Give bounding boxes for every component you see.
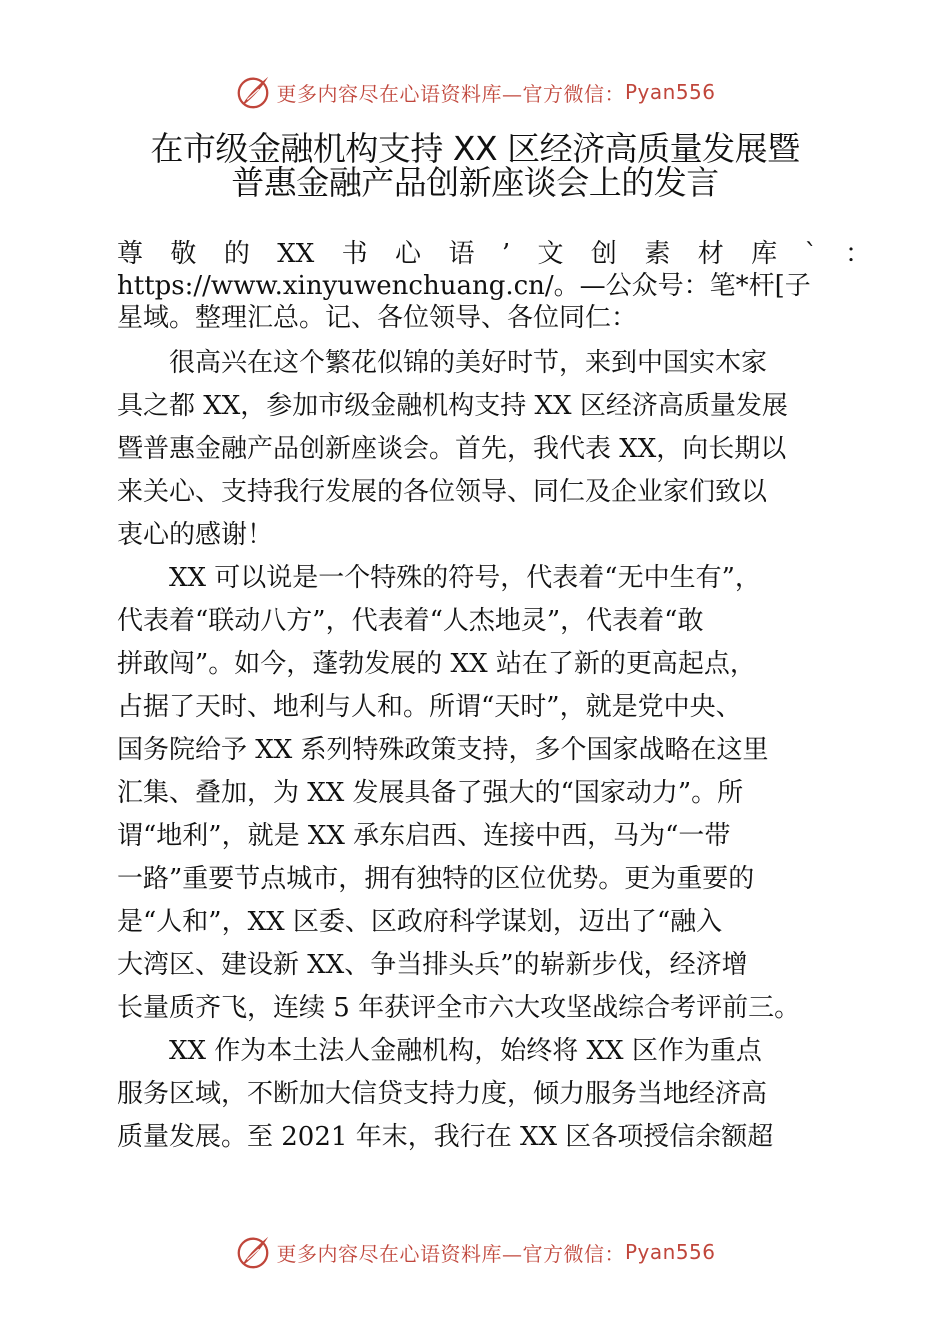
banner-text: 更多内容尽在心语资料库—官方微信： — [276, 81, 625, 106]
sal-char: ’ — [501, 239, 511, 269]
paragraphs — [117, 342, 837, 1159]
paragraph-line: 暨普惠金融产品创新座谈会。首先，我代表 XX，向长期以 — [117, 434, 787, 464]
paragraph-line: 具之都 XX，参加市级金融机构支持 XX 区经济高质量发展 — [117, 391, 788, 421]
sal-char: 尊 — [117, 239, 144, 269]
sal-char: 心 — [395, 239, 422, 269]
paragraph-line: 汇集、叠加，为 XX 发展具备了强大的“国家动力”。所 — [117, 778, 744, 808]
salutation-line-1 — [117, 238, 871, 270]
paragraph-line: XX 可以说是一个特殊的符号，代表着“无中生有”， — [169, 563, 761, 593]
paragraph-line: 拼敢闯”。如今，蓬勃发展的 XX 站在了新的更高起点， — [117, 649, 756, 679]
paragraph-line: 衷心的感谢！ — [117, 520, 274, 550]
paragraph — [117, 342, 837, 557]
banner-wechat-id: Pyan556 — [624, 1240, 716, 1264]
sal-char: 书 — [341, 239, 368, 269]
salutation — [117, 238, 871, 334]
document-body — [117, 238, 871, 1159]
sal-char: XX — [277, 239, 315, 269]
paragraph-line: 很高兴在这个繁花似锦的美好时节，来到中国实木家 — [169, 348, 768, 378]
paragraph-line: 占据了天时、地利与人和。所谓“天时”，就是党中央、 — [117, 692, 742, 722]
paragraph-line: 国务院给予 XX 系列特殊政策支持，多个国家战略在这里 — [117, 735, 769, 765]
banner-text: 更多内容尽在心语资料库—官方微信： — [276, 1241, 625, 1266]
page-title — [0, 129, 950, 202]
sal-char: 语 — [448, 239, 475, 269]
sal-char: 敬 — [170, 239, 197, 269]
header-banner — [0, 72, 950, 112]
sal-char: 文 — [537, 239, 564, 269]
sal-char: 素 — [644, 239, 671, 269]
paragraph-line: 代表着“联动八方”，代表着“人杰地灵”，代表着“敢 — [117, 606, 704, 636]
paragraph-line: 服务区域，不断加大信贷支持力度，倾力服务当地经济高 — [117, 1079, 768, 1109]
sal-char: ` — [804, 239, 818, 269]
paragraph-line: 质量发展。至 2021 年末，我行在 XX 区各项授信余额超 — [117, 1122, 774, 1152]
paragraph-line: XX 作为本土法人金融机构，始终将 XX 区作为重点 — [169, 1036, 762, 1066]
paragraph-line: 是“人和”，XX 区委、区政府科学谋划，迈出了“融入 — [117, 907, 723, 937]
quill-pen-logo-icon — [234, 1233, 272, 1271]
title-line-1: 在市级金融机构支持 XX 区经济高质量发展暨 — [150, 129, 800, 168]
title-line-2: 普惠金融产品创新座谈会上的发言 — [231, 163, 719, 202]
salutation-line-3: 星域。整理汇总。记、各位领导、各位同仁： — [117, 303, 638, 333]
paragraph-line: 来关心、支持我行发展的各位领导、同仁及企业家们致以 — [117, 477, 768, 507]
sal-char: ： — [844, 239, 871, 269]
paragraph — [117, 557, 837, 1030]
sal-char: 创 — [590, 239, 617, 269]
banner-wechat-id: Pyan556 — [624, 80, 716, 104]
quill-pen-logo-icon — [234, 73, 272, 111]
sal-char: 的 — [223, 239, 250, 269]
paragraph-line: 大湾区、建设新 XX、争当排头兵”的崭新步伐，经济增 — [117, 950, 748, 980]
footer-banner — [0, 1232, 950, 1272]
paragraph — [117, 1030, 837, 1159]
salutation-line-2: https://www.xinyuwenchuang.cn/。—公众号：笔*杆[子 — [117, 271, 811, 301]
paragraph-line: 谓“地利”，就是 XX 承东启西、连接中西，马为“一带 — [117, 821, 731, 851]
paragraph-line: 一路”重要节点城市，拥有独特的区位优势。更为重要的 — [117, 864, 755, 894]
paragraph-line: 长量质齐飞，连续 5 年获评全市六大攻坚战综合考评前三。 — [117, 993, 801, 1023]
sal-char: 材 — [697, 239, 724, 269]
sal-char: 库 — [751, 239, 778, 269]
